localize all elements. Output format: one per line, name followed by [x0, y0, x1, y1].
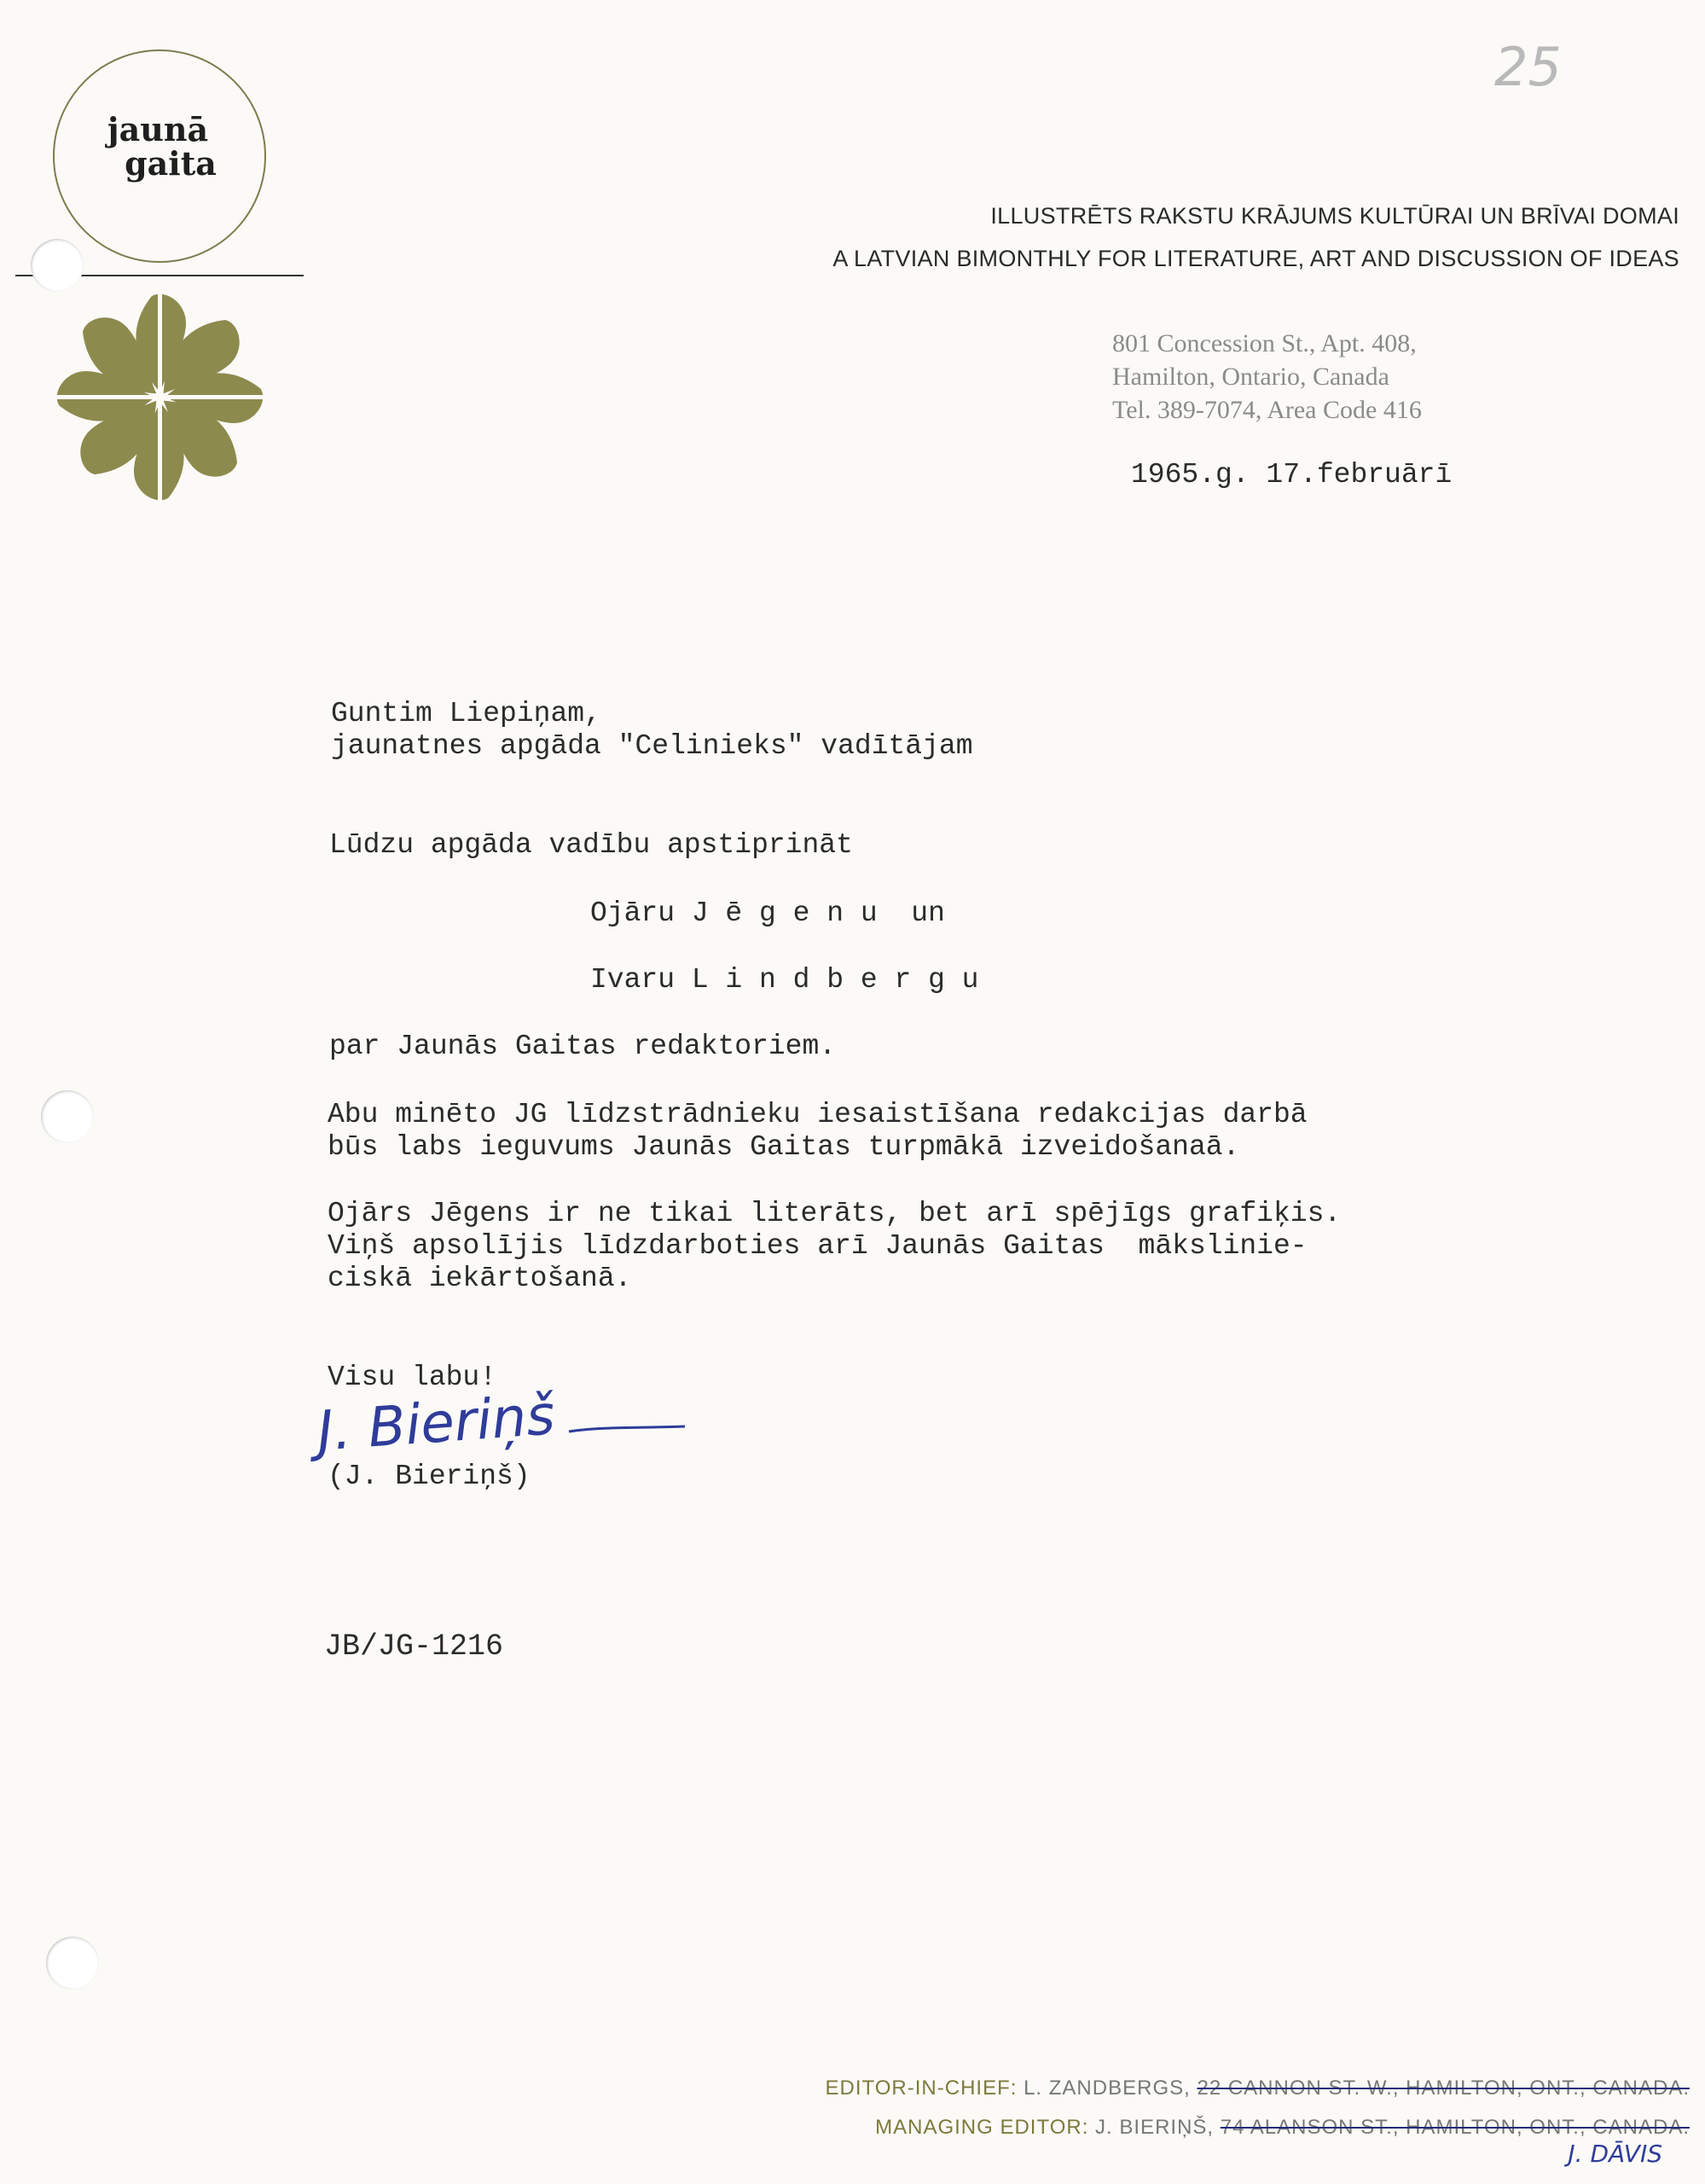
signature: J. Bieriņš — [315, 1384, 557, 1464]
paragraph-2-line-1: Ojārs Jēgens ir ne tikai literāts, bet arī spējīgs grafiķis. — [328, 1198, 1342, 1229]
punch-hole-bottom — [46, 1937, 99, 1989]
logo-line-1: jaunā — [107, 110, 209, 148]
paragraph-1-line-2: būs labs ieguvums Jaunās Gaitas turpmākā izveidošanaā. — [328, 1131, 1240, 1163]
closing: Visu labu! — [328, 1362, 497, 1393]
footer-editor — [826, 2077, 1690, 2100]
editor-address: 22 CANNON ST. W., HAMILTON, ONT., CANADA. — [1197, 2077, 1690, 2100]
flower-emblem-icon — [51, 288, 269, 506]
recipient-line-2: jaunatnes apgāda "Celinieks" vadītājam — [331, 730, 973, 762]
recipient-line-1: Guntim Liepiņam, — [331, 698, 601, 729]
logo-wordmark — [53, 110, 263, 183]
request-line: Lūdzu apgāda vadību apstiprināt — [329, 829, 853, 861]
paragraph-1-line-1: Abu minēto JG līdzstrādnieku iesaistīšana redakcijas darbā — [328, 1099, 1308, 1130]
tagline-latvian: ILLUSTRĒTS RAKSTU KRĀJUMS KULTŪRAI UN BRĪVAI DOMAI — [990, 203, 1679, 229]
address-line-3: Tel. 389-7074, Area Code 416 — [1112, 396, 1422, 424]
tagline-english: A LATVIAN BIMONTHLY FOR LITERATURE, ART AND DISCUSSION OF IDEAS — [832, 246, 1679, 271]
punch-hole-top — [31, 239, 84, 292]
letter-date: 1965.g. 17.februārī — [1131, 459, 1453, 491]
editor-label: EDITOR-IN-CHIEF: — [825, 2077, 1018, 2100]
paragraph-2-line-2: Viņš apsolījis līdzdarboties arī Jaunās Gaitas mākslinie- — [328, 1230, 1308, 1262]
signer-name: (J. Bieriņš) — [328, 1461, 531, 1492]
reference-number: JB/JG-1216 — [324, 1629, 504, 1664]
nominee-1: Ojāru J ē g e n u un — [590, 897, 945, 929]
managing-name: J. BIERIŅŠ, — [1095, 2116, 1215, 2139]
signature-flourish-icon — [567, 1421, 687, 1438]
managing-address: 74 ALANSON ST., HAMILTON, ONT., CANADA. — [1220, 2116, 1690, 2139]
footer-managing-editor — [875, 2116, 1690, 2140]
nominee-2: Ivaru L i n d b e r g u — [590, 964, 979, 996]
page-number: 25 — [1494, 36, 1562, 98]
logo-line-2: gaita — [125, 144, 217, 183]
handwritten-correction: J. DĀVIS — [1568, 2140, 1662, 2168]
address-line-1: 801 Concession St., Apt. 408, — [1112, 329, 1417, 357]
punch-hole-middle — [41, 1090, 94, 1143]
role-line: par Jaunās Gaitas redaktoriem. — [329, 1031, 837, 1062]
address-line-2: Hamilton, Ontario, Canada — [1112, 363, 1389, 391]
paragraph-2-line-3: ciskā iekārtošanā. — [328, 1263, 632, 1294]
editor-name: L. ZANDBERGS, — [1024, 2077, 1191, 2100]
managing-label: MANAGING EDITOR: — [875, 2116, 1089, 2139]
